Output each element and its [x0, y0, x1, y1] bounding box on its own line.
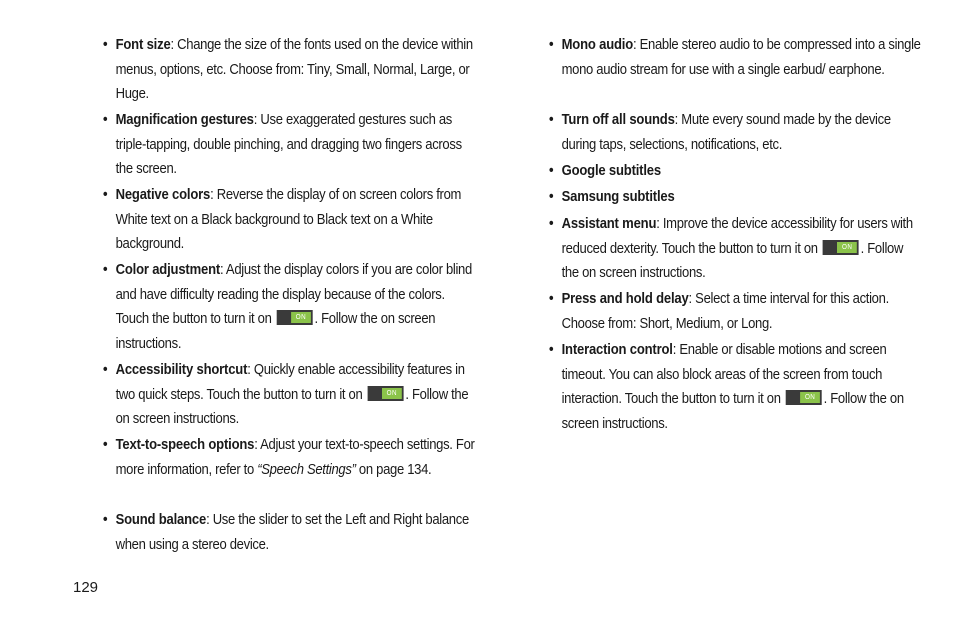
- after-assistant-menu: . Follow the on screen instructions.: [561, 240, 904, 281]
- bullet: •: [549, 291, 554, 307]
- toggle-on-label: ON: [382, 388, 402, 399]
- term-assistant-menu: Assistant menu: [561, 216, 657, 232]
- term-press-and-hold-delay: Press and hold delay: [561, 291, 689, 307]
- desc-magnification-gestures: : Use exaggerated gestures such as triple-tapping, double pinching, and dragging two fingers across the screen.: [115, 112, 462, 177]
- list-item-text-to-speech: [103, 433, 476, 508]
- page-number: 129: [73, 579, 99, 596]
- bullet: •: [549, 37, 554, 53]
- term-samsung-subtitles: Samsung subtitles: [561, 189, 675, 205]
- term-accessibility-shortcut: Accessibility shortcut: [115, 362, 248, 378]
- list-item-accessibility-shortcut: [103, 358, 476, 433]
- term-magnification-gestures: Magnification gestures: [115, 112, 254, 128]
- list-item-samsung-subtitles: [549, 185, 922, 212]
- term-interaction-control: Interaction control: [561, 342, 673, 358]
- bullet: •: [549, 342, 554, 358]
- desc-color-adjustment: : Adjust the display colors if you are color blind and have difficulty reading the display because of the colors. Touch the button to turn it on: [115, 262, 472, 327]
- term-sound-balance: Sound balance: [115, 512, 207, 528]
- desc-sound-balance: : Use the slider to set the Left and Right balance when using a stereo device.: [115, 512, 469, 553]
- after-accessibility-shortcut: . Follow the on screen instructions.: [115, 386, 469, 427]
- list-item-turn-off-all-sounds: [549, 108, 922, 159]
- term-font-size: Font size: [115, 37, 171, 53]
- after-color-adjustment: . Follow the on screen instructions.: [115, 311, 436, 352]
- left-column: [103, 33, 475, 558]
- term-mono-audio: Mono audio: [561, 37, 634, 53]
- bullet: •: [103, 437, 108, 453]
- desc-assistant-menu: : Improve the device accessibility for users with reduced dexterity. Touch the button to turn it on: [561, 216, 913, 257]
- bullet: •: [103, 37, 108, 53]
- list-item-google-subtitles: [549, 159, 922, 185]
- term-text-to-speech: Text-to-speech options: [115, 437, 255, 453]
- desc-font-size: : Change the size of the fonts used on the device within menus, options, etc. Choose from: Tiny, Small, Normal, Large, or Huge.: [115, 37, 473, 102]
- bullet: •: [103, 262, 108, 278]
- desc-turn-off-all-sounds: : Mute every sound made by the device during taps, selections, notifications, etc.: [561, 112, 891, 153]
- bullet: •: [103, 187, 108, 203]
- desc-negative-colors: : Reverse the display of on screen colors from White text on a Black background to Black text on a White background.: [115, 187, 462, 252]
- after-interaction-control: . Follow the on screen instructions.: [561, 391, 904, 432]
- term-google-subtitles: Google subtitles: [561, 163, 661, 179]
- toggle-on-label: ON: [800, 392, 820, 403]
- toggle-on-icon: [368, 386, 404, 401]
- list-item-press-and-hold-delay: [549, 287, 922, 338]
- desc-accessibility-shortcut: : Quickly enable accessibility features in two quick steps. Touch the button to turn it on: [115, 362, 465, 403]
- desc-interaction-control: : Enable or disable motions and screen timeout. You can also block areas of the screen from touch interaction. Touch the button to turn it on: [561, 342, 887, 407]
- toggle-on-icon: [823, 240, 859, 255]
- bullet: •: [549, 216, 554, 232]
- list-item-magnification-gestures: [103, 108, 476, 183]
- bullet: •: [549, 163, 554, 179]
- ref-speech-settings: “Speech Settings”: [257, 461, 356, 478]
- bullet: •: [549, 189, 554, 205]
- bullet: •: [103, 512, 108, 528]
- bullet: •: [103, 112, 108, 128]
- list-item-color-adjustment: [103, 258, 476, 358]
- toggle-on-icon: [277, 310, 313, 325]
- toggle-on-label: ON: [291, 312, 311, 323]
- toggle-on-icon: [786, 390, 822, 405]
- list-item-font-size: [103, 33, 476, 108]
- desc-text-to-speech: : Adjust your text-to-speech settings. For more information, refer to: [115, 437, 475, 478]
- list-item-mono-audio: [549, 33, 922, 108]
- bullet: •: [103, 362, 108, 378]
- term-color-adjustment: Color adjustment: [115, 262, 221, 278]
- desc-press-and-hold-delay: : Select a time interval for this action. Choose from: Short, Medium, or Long.: [561, 291, 889, 332]
- term-turn-off-all-sounds: Turn off all sounds: [561, 112, 675, 128]
- right-column: [549, 33, 921, 438]
- toggle-on-label: ON: [837, 242, 857, 253]
- list-item-assistant-menu: [549, 212, 922, 287]
- list-item-negative-colors: [103, 183, 476, 258]
- desc-mono-audio: : Enable stereo audio to be compressed into a single mono audio stream for use with a single earbud/ earphone.: [561, 37, 921, 78]
- term-negative-colors: Negative colors: [115, 187, 211, 203]
- bullet: •: [549, 112, 554, 128]
- after-text-to-speech: on page 134.: [355, 461, 432, 478]
- list-item-sound-balance: [103, 508, 476, 558]
- list-item-interaction-control: [549, 338, 922, 438]
